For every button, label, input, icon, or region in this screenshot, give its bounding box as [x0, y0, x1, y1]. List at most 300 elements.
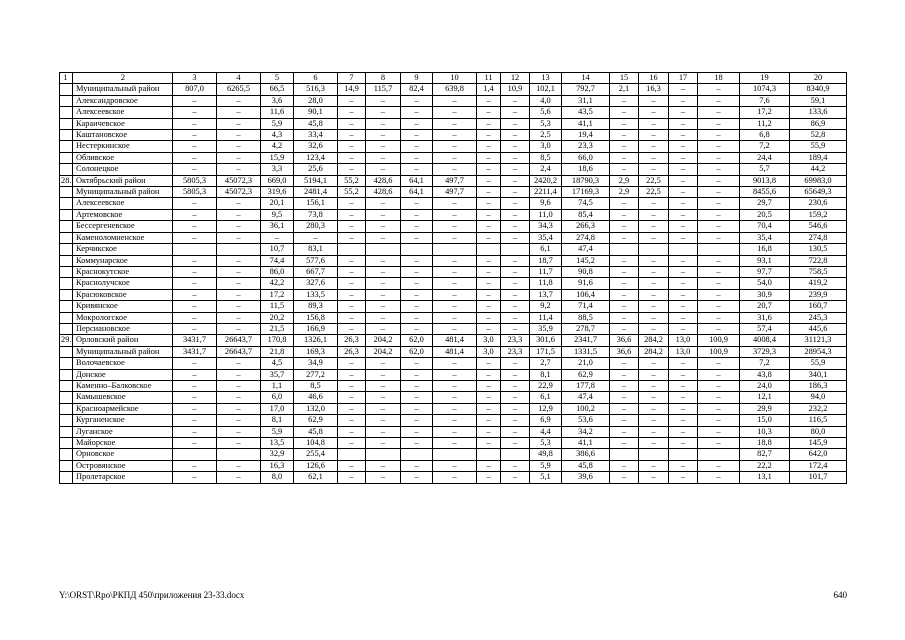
table-cell-col-7: –	[338, 312, 366, 323]
table-cell-col-7: –	[338, 392, 366, 403]
table-cell-col-12: –	[501, 198, 530, 209]
table-cell-col-6: 277,2	[294, 369, 338, 380]
table-row	[60, 346, 847, 357]
table-cell-col-9: –	[401, 289, 433, 300]
table-cell-col-6: 169,3	[294, 346, 338, 357]
table-cell-col-10: 481,4	[433, 335, 477, 346]
table-cell-col-4: –	[217, 152, 261, 163]
table-cell-col-11: –	[477, 141, 501, 152]
table-cell-col-2: Донское	[73, 369, 173, 380]
table-cell-col-12: –	[501, 118, 530, 129]
table-cell-col-12: –	[501, 392, 530, 403]
table-cell-col-5: 5,9	[261, 426, 294, 437]
table-cell-col-19: 54,0	[740, 278, 790, 289]
table-cell-col-5: 74,4	[261, 255, 294, 266]
table-cell-col-19: 20,5	[740, 209, 790, 220]
table-cell-col-3: –	[173, 221, 217, 232]
table-cell-col-1	[60, 232, 73, 243]
table-cell-col-4: 6265,5	[217, 84, 261, 95]
table-cell-col-9: 64,1	[401, 175, 433, 186]
table-cell-col-20: 160,7	[790, 301, 847, 312]
table-cell-col-12: –	[501, 278, 530, 289]
table-cell-col-1	[60, 278, 73, 289]
table-cell-col-7	[338, 244, 366, 255]
table-cell-col-14: 53,6	[562, 415, 610, 426]
table-cell-col-13: 6,1	[530, 392, 562, 403]
table-cell-col-13: 171,5	[530, 346, 562, 357]
table-cell-col-13: 9,6	[530, 198, 562, 209]
table-cell-col-10: –	[433, 141, 477, 152]
table-cell-col-13: 8,1	[530, 369, 562, 380]
table-row	[60, 426, 847, 437]
table-cell-col-2: Кривянское	[73, 301, 173, 312]
table-cell-col-5: 4,5	[261, 358, 294, 369]
table-cell-col-16: –	[639, 369, 669, 380]
table-cell-col-9: –	[401, 255, 433, 266]
table-cell-col-12: –	[501, 164, 530, 175]
table-cell-col-11: –	[477, 403, 501, 414]
table-row	[60, 118, 847, 129]
table-cell-col-12: –	[501, 152, 530, 163]
table-cell-col-17: –	[669, 255, 698, 266]
table-cell-col-8: –	[366, 107, 401, 118]
table-cell-col-7: –	[338, 380, 366, 391]
table-cell-col-2: Александровское	[73, 95, 173, 106]
table-row	[60, 152, 847, 163]
table-cell-col-2: Орловский район	[73, 335, 173, 346]
table-cell-col-16: –	[639, 221, 669, 232]
table-cell-col-9: –	[401, 380, 433, 391]
table-cell-col-8: –	[366, 289, 401, 300]
table-cell-col-7: –	[338, 266, 366, 277]
table-cell-col-10: –	[433, 472, 477, 483]
table-cell-col-16: –	[639, 460, 669, 471]
table-cell-col-5: 11,5	[261, 301, 294, 312]
table-cell-col-11: 11	[477, 73, 501, 84]
table-cell-col-20: 145,9	[790, 438, 847, 449]
table-cell-col-15: –	[610, 472, 639, 483]
table-cell-col-16: –	[639, 130, 669, 141]
table-cell-col-2: Мокрологское	[73, 312, 173, 323]
table-cell-col-11: –	[477, 392, 501, 403]
table-cell-col-5: 17,2	[261, 289, 294, 300]
table-cell-col-2: Волочаевское	[73, 358, 173, 369]
table-cell-col-13: 2,4	[530, 164, 562, 175]
table-cell-col-16: –	[639, 266, 669, 277]
table-cell-col-20: 86,9	[790, 118, 847, 129]
table-cell-col-7: 7	[338, 73, 366, 84]
table-cell-col-4: –	[217, 198, 261, 209]
table-cell-col-10: –	[433, 232, 477, 243]
table-cell-col-6: 255,4	[294, 449, 338, 460]
table-cell-col-16: –	[639, 289, 669, 300]
table-cell-col-10: –	[433, 392, 477, 403]
table-cell-col-14: 39,6	[562, 472, 610, 483]
table-cell-col-6: 90,1	[294, 107, 338, 118]
table-cell-col-12: 10,9	[501, 84, 530, 95]
table-row	[60, 392, 847, 403]
table-cell-col-9: –	[401, 221, 433, 232]
table-cell-col-17: –	[669, 426, 698, 437]
table-cell-col-16: –	[639, 118, 669, 129]
table-cell-col-2: Муниципальный район	[73, 187, 173, 198]
table-cell-col-16: –	[639, 164, 669, 175]
table-cell-col-20: 55,9	[790, 141, 847, 152]
table-cell-col-13: 5,3	[530, 118, 562, 129]
table-cell-col-8: 204,2	[366, 335, 401, 346]
table-cell-col-1	[60, 221, 73, 232]
table-cell-col-15: –	[610, 255, 639, 266]
table-cell-col-12: –	[501, 209, 530, 220]
table-cell-col-10: 10	[433, 73, 477, 84]
table-row	[60, 209, 847, 220]
table-cell-col-5: 9,5	[261, 209, 294, 220]
table-cell-col-6: 516,3	[294, 84, 338, 95]
table-cell-col-11: –	[477, 232, 501, 243]
table-cell-col-20: 101,7	[790, 472, 847, 483]
table-cell-col-4: –	[217, 426, 261, 437]
table-cell-col-17: –	[669, 472, 698, 483]
table-cell-col-3: –	[173, 141, 217, 152]
table-cell-col-15: 2,9	[610, 175, 639, 186]
table-cell-col-10: 497,7	[433, 175, 477, 186]
table-cell-col-16: 16	[639, 73, 669, 84]
table-cell-col-12: –	[501, 380, 530, 391]
table-cell-col-9: –	[401, 415, 433, 426]
table-cell-col-11: –	[477, 266, 501, 277]
table-cell-col-1	[60, 403, 73, 414]
table-cell-col-10: –	[433, 255, 477, 266]
table-cell-col-3: 3431,7	[173, 335, 217, 346]
table-cell-col-16: –	[639, 141, 669, 152]
table-cell-col-20: 758,5	[790, 266, 847, 277]
table-cell-col-11: –	[477, 130, 501, 141]
table-cell-col-14: 34,2	[562, 426, 610, 437]
table-row	[60, 107, 847, 118]
table-cell-col-13: 5,9	[530, 460, 562, 471]
table-cell-col-14: 71,4	[562, 301, 610, 312]
table-cell-col-16: –	[639, 358, 669, 369]
table-row	[60, 312, 847, 323]
table-cell-col-3: –	[173, 403, 217, 414]
table-cell-col-7: –	[338, 426, 366, 437]
table-cell-col-16: –	[639, 426, 669, 437]
table-cell-col-16: –	[639, 232, 669, 243]
table-cell-col-2: Курганенское	[73, 415, 173, 426]
table-cell-col-6: 2481,4	[294, 187, 338, 198]
table-cell-col-10: –	[433, 415, 477, 426]
table-cell-col-20: 419,2	[790, 278, 847, 289]
table-cell-col-20: 116,5	[790, 415, 847, 426]
table-cell-col-8: 204,2	[366, 346, 401, 357]
table-cell-col-5: 17,0	[261, 403, 294, 414]
table-cell-col-2: Алексеевское	[73, 107, 173, 118]
table-cell-col-3: –	[173, 278, 217, 289]
table-cell-col-8: –	[366, 358, 401, 369]
table-cell-col-15: –	[610, 403, 639, 414]
table-cell-col-3: –	[173, 164, 217, 175]
table-cell-col-8: –	[366, 472, 401, 483]
table-cell-col-11	[477, 449, 501, 460]
table-cell-col-8: 428,6	[366, 175, 401, 186]
table-cell-col-7: 26,3	[338, 335, 366, 346]
table-cell-col-5: 4,2	[261, 141, 294, 152]
table-cell-col-1	[60, 152, 73, 163]
table-cell-col-17: –	[669, 278, 698, 289]
table-cell-col-20: 44,2	[790, 164, 847, 175]
table-cell-col-14: 31,1	[562, 95, 610, 106]
table-cell-col-20: 65649,3	[790, 187, 847, 198]
table-cell-col-1	[60, 449, 73, 460]
table-cell-col-14: 2341,7	[562, 335, 610, 346]
table-cell-col-19: 97,7	[740, 266, 790, 277]
table-cell-col-3: 5805,3	[173, 175, 217, 186]
table-cell-col-4: –	[217, 301, 261, 312]
table-cell-col-7: –	[338, 164, 366, 175]
table-cell-col-10: –	[433, 278, 477, 289]
table-cell-col-5: 10,7	[261, 244, 294, 255]
table-row	[60, 278, 847, 289]
table-cell-col-4: –	[217, 472, 261, 483]
table-cell-col-15: –	[610, 415, 639, 426]
table-row	[60, 380, 847, 391]
table-cell-col-14: 100,2	[562, 403, 610, 414]
table-cell-col-3: –	[173, 380, 217, 391]
table-cell-col-15: –	[610, 278, 639, 289]
table-cell-col-3: –	[173, 426, 217, 437]
table-cell-col-16: –	[639, 198, 669, 209]
table-cell-col-15: –	[610, 301, 639, 312]
table-cell-col-6: 156,1	[294, 198, 338, 209]
table-cell-col-20: 130,5	[790, 244, 847, 255]
table-cell-col-3: –	[173, 198, 217, 209]
table-cell-col-19: 70,4	[740, 221, 790, 232]
table-row	[60, 164, 847, 175]
table-cell-col-6: 62,9	[294, 415, 338, 426]
table-cell-col-12: –	[501, 221, 530, 232]
table-cell-col-7: –	[338, 472, 366, 483]
table-cell-col-10: –	[433, 426, 477, 437]
table-cell-col-18	[698, 449, 740, 460]
table-cell-col-9: 9	[401, 73, 433, 84]
table-cell-col-5: 5,9	[261, 118, 294, 129]
table-cell-col-14: 43,5	[562, 107, 610, 118]
table-cell-col-14: 90,8	[562, 266, 610, 277]
table-cell-col-2: Муниципальный район	[73, 84, 173, 95]
table-cell-col-1	[60, 198, 73, 209]
table-cell-col-6: 667,7	[294, 266, 338, 277]
table-cell-col-8: –	[366, 426, 401, 437]
table-cell-col-6: 6	[294, 73, 338, 84]
table-cell-col-14: 145,2	[562, 255, 610, 266]
table-cell-col-5: 20,1	[261, 198, 294, 209]
table-cell-col-14: 18,6	[562, 164, 610, 175]
table-cell-col-18: –	[698, 392, 740, 403]
table-cell-col-4: –	[217, 266, 261, 277]
table-cell-col-11: –	[477, 209, 501, 220]
table-cell-col-12	[501, 449, 530, 460]
table-cell-col-8: –	[366, 403, 401, 414]
table-cell-col-17: –	[669, 358, 698, 369]
table-cell-col-8: –	[366, 198, 401, 209]
table-cell-col-4: –	[217, 403, 261, 414]
table-cell-col-5: 36,1	[261, 221, 294, 232]
table-cell-col-7: –	[338, 289, 366, 300]
table-cell-col-14: 274,8	[562, 232, 610, 243]
table-cell-col-1: 28.	[61, 175, 72, 185]
table-cell-col-5: 86,0	[261, 266, 294, 277]
data-table	[59, 72, 847, 484]
table-cell-col-18: –	[698, 415, 740, 426]
table-cell-col-14: 23,3	[562, 141, 610, 152]
table-cell-col-12: 12	[501, 73, 530, 84]
table-cell-col-7: –	[338, 255, 366, 266]
table-cell-col-18: –	[698, 403, 740, 414]
table-cell-col-2: Бессергеневское	[73, 221, 173, 232]
table-cell-col-19: 43,8	[740, 369, 790, 380]
table-cell-col-17: –	[669, 312, 698, 323]
table-cell-col-12: –	[501, 438, 530, 449]
table-cell-col-8: –	[366, 209, 401, 220]
table-cell-col-4: 26643,7	[217, 346, 261, 357]
table-cell-col-18: –	[698, 380, 740, 391]
table-cell-col-15: –	[610, 198, 639, 209]
table-cell-col-4: –	[217, 107, 261, 118]
table-cell-col-14: 19,4	[562, 130, 610, 141]
table-cell-col-5: 6,0	[261, 392, 294, 403]
table-cell-col-16	[639, 244, 669, 255]
table-cell-col-12: –	[501, 266, 530, 277]
table-cell-col-11: –	[477, 107, 501, 118]
table-cell-col-10: 497,7	[433, 187, 477, 198]
table-cell-col-20: 8340,9	[790, 84, 847, 95]
table-cell-col-13: 301,6	[530, 335, 562, 346]
table-cell-col-6: 1326,1	[294, 335, 338, 346]
table-cell-col-12: 23,3	[501, 346, 530, 357]
table-cell-col-18: –	[698, 278, 740, 289]
table-cell-col-8: –	[366, 415, 401, 426]
table-cell-col-19: 57,4	[740, 323, 790, 334]
table-cell-col-8: 428,6	[366, 187, 401, 198]
table-cell-col-2: Коммунарское	[73, 255, 173, 266]
table-cell-col-15: –	[610, 289, 639, 300]
table-cell-col-6: –	[294, 232, 338, 243]
table-cell-col-7: –	[338, 403, 366, 414]
table-cell-col-9: –	[401, 278, 433, 289]
table-cell-col-8	[366, 244, 401, 255]
table-cell-col-13: 8,5	[530, 152, 562, 163]
table-cell-col-1	[60, 323, 73, 334]
table-cell-col-8: –	[366, 152, 401, 163]
table-cell-col-7: –	[338, 107, 366, 118]
table-cell-col-6: 166,9	[294, 323, 338, 334]
table-cell-col-19: 17,2	[740, 107, 790, 118]
table-cell-col-12: –	[501, 107, 530, 118]
table-cell-col-17: –	[669, 209, 698, 220]
table-cell-col-6: 123,4	[294, 152, 338, 163]
table-row	[60, 323, 847, 334]
table-cell-col-11: –	[477, 380, 501, 391]
table-cell-col-9: –	[401, 198, 433, 209]
table-cell-col-3: –	[173, 232, 217, 243]
table-cell-col-15: –	[610, 426, 639, 437]
table-cell-col-14: 85,4	[562, 209, 610, 220]
table-cell-col-9	[401, 244, 433, 255]
table-header-row	[60, 73, 847, 84]
table-cell-col-6: 5194,1	[294, 175, 338, 186]
table-cell-col-18: –	[698, 152, 740, 163]
table-cell-col-19: 12,1	[740, 392, 790, 403]
table-cell-col-18: –	[698, 221, 740, 232]
table-cell-col-1	[60, 141, 73, 152]
table-cell-col-1	[60, 415, 73, 426]
table-cell-col-18: –	[698, 141, 740, 152]
table-cell-col-6: 133,5	[294, 289, 338, 300]
table-cell-col-10: –	[433, 266, 477, 277]
table-cell-col-6: 89,3	[294, 301, 338, 312]
table-cell-col-6: 28,0	[294, 95, 338, 106]
table-cell-col-16: 16,3	[639, 84, 669, 95]
table-cell-col-14: 45,8	[562, 460, 610, 471]
table-cell-col-2: Солонецкое	[73, 164, 173, 175]
table-cell-col-10: –	[433, 312, 477, 323]
table-cell-col-19: 24,4	[740, 152, 790, 163]
table-cell-col-7: 26,3	[338, 346, 366, 357]
table-cell-col-7: –	[338, 460, 366, 471]
table-cell-col-13: 6,1	[530, 244, 562, 255]
table-cell-col-15: –	[610, 323, 639, 334]
table-cell-col-12: –	[501, 426, 530, 437]
table-cell-col-12: –	[501, 472, 530, 483]
table-cell-col-12: –	[501, 312, 530, 323]
table-row	[60, 232, 847, 243]
table-cell-col-11: –	[477, 358, 501, 369]
table-cell-col-5: 11,6	[261, 107, 294, 118]
table-cell-col-15: –	[610, 164, 639, 175]
table-cell-col-15: –	[610, 152, 639, 163]
table-cell-col-15: –	[610, 130, 639, 141]
table-cell-col-1	[60, 107, 73, 118]
table-row	[60, 438, 847, 449]
table-cell-col-6: 104,8	[294, 438, 338, 449]
table-cell-col-9: –	[401, 141, 433, 152]
table-cell-col-16: –	[639, 403, 669, 414]
table-cell-col-17: –	[669, 84, 698, 95]
table-row	[60, 255, 847, 266]
table-cell-col-10: –	[433, 323, 477, 334]
table-row	[60, 141, 847, 152]
table-cell-col-3: –	[173, 301, 217, 312]
table-cell-col-14: 14	[562, 73, 610, 84]
table-cell-col-11: –	[477, 312, 501, 323]
table-cell-col-4: –	[217, 221, 261, 232]
table-cell-col-10: –	[433, 301, 477, 312]
table-cell-col-4: –	[217, 164, 261, 175]
table-row	[60, 449, 847, 460]
table-cell-col-4: –	[217, 415, 261, 426]
table-cell-col-7: –	[338, 221, 366, 232]
table-cell-col-18: –	[698, 198, 740, 209]
table-cell-col-19: 8455,6	[740, 187, 790, 198]
table-cell-col-4: –	[217, 118, 261, 129]
table-cell-col-20: 159,2	[790, 209, 847, 220]
table-cell-col-2: Луганское	[73, 426, 173, 437]
table-cell-col-17: –	[669, 198, 698, 209]
table-cell-col-8: –	[366, 255, 401, 266]
table-cell-col-15: 2,1	[610, 84, 639, 95]
table-cell-col-19: 6,8	[740, 130, 790, 141]
table-row	[60, 95, 847, 106]
